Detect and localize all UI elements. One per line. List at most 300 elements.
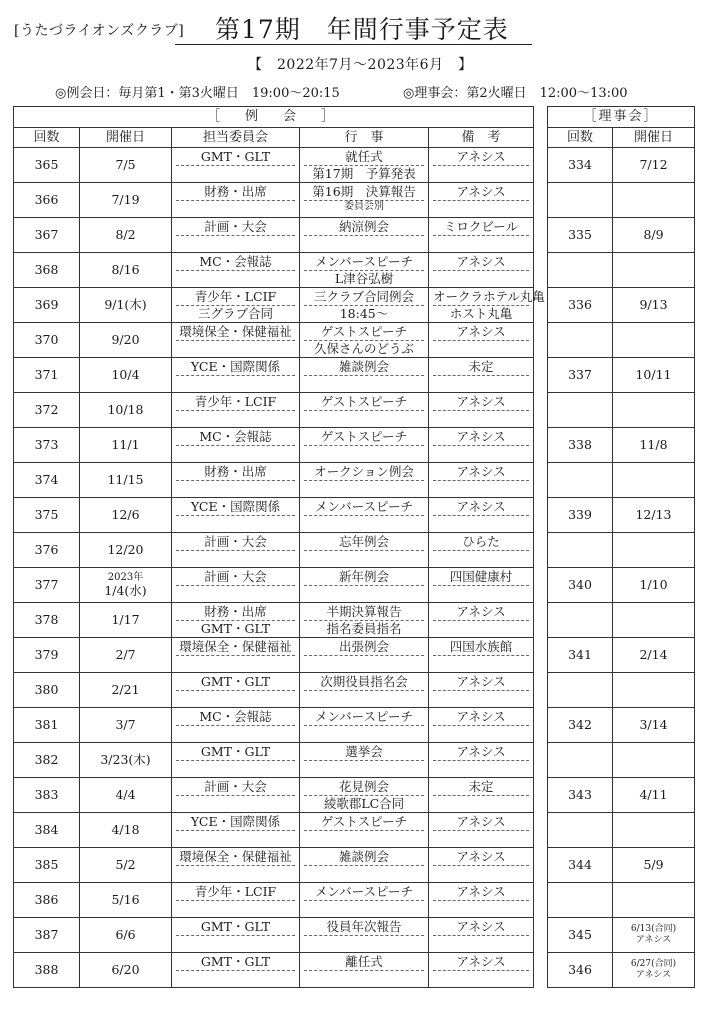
table-row — [14, 358, 534, 393]
table-row — [548, 533, 695, 568]
meeting-date-cell — [80, 708, 172, 743]
committee-cell — [172, 218, 300, 253]
board-meeting-number: 342 — [548, 708, 613, 743]
board-meeting-date — [613, 533, 695, 568]
note-cell — [429, 183, 534, 218]
event-cell — [300, 218, 429, 253]
note-line-1: アネシス — [433, 499, 529, 516]
meeting-date-cell — [80, 358, 172, 393]
note-line-1: アネシス — [433, 149, 529, 166]
event-cell — [300, 253, 429, 288]
meeting-number: 383 — [14, 778, 80, 813]
meeting-date-cell — [80, 148, 172, 183]
event-cell — [300, 673, 429, 708]
table-row — [14, 148, 534, 183]
meeting-number: 384 — [14, 813, 80, 848]
meeting-date: 7/19 — [111, 192, 140, 207]
board-meeting-number — [548, 463, 613, 498]
board-meeting-number: 335 — [548, 218, 613, 253]
note-cell — [429, 323, 534, 358]
note-line-2 — [429, 866, 533, 882]
event-line-2 — [300, 411, 428, 427]
board-meeting-number — [548, 183, 613, 218]
event-line-1: 納涼例会 — [304, 219, 424, 236]
table-row — [14, 883, 534, 918]
event-cell — [300, 288, 429, 323]
committee-cell — [172, 358, 300, 393]
committee-line-1: GMT・GLT — [176, 919, 295, 936]
table-row — [548, 183, 695, 218]
committee-line-1: 財務・出席 — [176, 604, 295, 621]
note-cell — [429, 498, 534, 533]
event-line-2 — [300, 516, 428, 532]
committee-line-2 — [172, 796, 299, 812]
committee-cell — [172, 428, 300, 463]
event-cell — [300, 183, 429, 218]
event-line-1: メンバースピーチ — [304, 254, 424, 271]
committee-line-2 — [172, 936, 299, 952]
note-line-1: アネシス — [433, 604, 529, 621]
committee-cell — [172, 148, 300, 183]
board-meeting-date: 12/13 — [613, 498, 695, 533]
meeting-date-cell — [80, 533, 172, 568]
board-meeting-date: 4/11 — [613, 778, 695, 813]
note-cell — [429, 393, 534, 428]
event-line-1: 忘年例会 — [304, 534, 424, 551]
meeting-date: 1/17 — [111, 612, 140, 627]
board-meeting-date — [613, 183, 695, 218]
event-cell — [300, 953, 429, 988]
note-cell — [429, 428, 534, 463]
table-row — [548, 498, 695, 533]
note-cell — [429, 813, 534, 848]
board-meeting-number — [548, 393, 613, 428]
meeting-date: 12/6 — [111, 507, 140, 522]
table-row — [548, 848, 695, 883]
committee-cell — [172, 568, 300, 603]
meeting-date: 9/1(木) — [104, 297, 147, 312]
meeting-date-cell — [80, 288, 172, 323]
committee-line-1: 青少年・LCIF — [176, 394, 295, 411]
note-line-1: アネシス — [433, 849, 529, 866]
meeting-date: 11/1 — [111, 437, 140, 452]
note-cell — [429, 708, 534, 743]
meeting-number: 373 — [14, 428, 80, 463]
board-meeting-number — [548, 743, 613, 778]
meeting-date-cell — [80, 778, 172, 813]
event-line-1: 出張例会 — [304, 639, 424, 656]
note-line-2 — [429, 271, 533, 287]
note-line-2 — [429, 656, 533, 672]
committee-line-1: MC・会報誌 — [176, 254, 295, 271]
meeting-date-cell — [80, 183, 172, 218]
meeting-date: 11/15 — [107, 472, 144, 487]
meeting-number: 366 — [14, 183, 80, 218]
event-line-2: 第17期 予算発表 — [312, 165, 416, 181]
committee-line-1: MC・会報誌 — [176, 429, 295, 446]
board-meeting-number — [548, 813, 613, 848]
committee-cell — [172, 708, 300, 743]
note-line-2 — [429, 201, 533, 217]
note-line-1: アネシス — [433, 884, 529, 901]
table-row — [14, 218, 534, 253]
meeting-number: 378 — [14, 603, 80, 638]
note-line-1: 四国健康村 — [433, 569, 529, 586]
board-meeting-date: 8/9 — [613, 218, 695, 253]
note-cell — [429, 218, 534, 253]
event-line-1: ゲストスピーチ — [304, 324, 424, 341]
committee-line-1: GMT・GLT — [176, 674, 295, 691]
board-meeting-date: 6/27(合同) アネシス — [613, 953, 695, 988]
event-line-2 — [300, 971, 428, 987]
committee-line-2 — [172, 201, 299, 217]
board-column-header-date: 開催日 — [613, 128, 695, 148]
table-row — [548, 393, 695, 428]
committee-cell — [172, 673, 300, 708]
board-meeting-number: 338 — [548, 428, 613, 463]
note-line-1: アネシス — [433, 744, 529, 761]
meeting-number: 382 — [14, 743, 80, 778]
event-line-2 — [300, 866, 428, 882]
board-meeting-number: 343 — [548, 778, 613, 813]
note-cell — [429, 883, 534, 918]
event-line-1: 離任式 — [304, 954, 424, 971]
committee-line-1: 計画・大会 — [176, 779, 295, 796]
event-line-1: ゲストスピーチ — [304, 429, 424, 446]
event-line-1: 三クラブ合同例会 — [304, 289, 424, 306]
meeting-date: 6/20 — [111, 962, 140, 977]
meeting-date-cell — [80, 428, 172, 463]
board-column-header-number: 回数 — [548, 128, 613, 148]
note-cell — [429, 638, 534, 673]
event-cell — [300, 148, 429, 183]
committee-cell — [172, 883, 300, 918]
event-line-1: オークション例会 — [304, 464, 424, 481]
board-meeting-number — [548, 533, 613, 568]
committee-line-2: GMT・GLT — [200, 620, 271, 636]
event-cell — [300, 358, 429, 393]
event-cell — [300, 568, 429, 603]
note-line-1: アネシス — [433, 814, 529, 831]
note-line-2 — [429, 901, 533, 917]
event-line-1: 役員年次報告 — [304, 919, 424, 936]
committee-cell — [172, 778, 300, 813]
event-cell — [300, 813, 429, 848]
column-header-number: 回数 — [14, 128, 80, 148]
note-cell — [429, 603, 534, 638]
board-meeting-table — [547, 106, 695, 988]
event-line-2: 18:45～ — [339, 305, 389, 321]
regular-meeting-schedule: ◎例会日：毎月第1・第3火曜日 19:00～20:15 — [55, 86, 340, 101]
event-line-2 — [300, 831, 428, 847]
committee-cell — [172, 603, 300, 638]
committee-line-1: 環境保全・保健福祉 — [176, 324, 295, 341]
note-line-2 — [429, 831, 533, 847]
meeting-number: 375 — [14, 498, 80, 533]
board-meeting-number — [548, 603, 613, 638]
note-cell — [429, 358, 534, 393]
committee-line-1: GMT・GLT — [176, 149, 295, 166]
note-cell — [429, 253, 534, 288]
meeting-date: 3/7 — [115, 717, 136, 732]
committee-cell — [172, 813, 300, 848]
meeting-date: 7/5 — [115, 157, 136, 172]
note-line-2 — [429, 236, 533, 252]
event-line-1: ゲストスピーチ — [304, 394, 424, 411]
table-row — [548, 953, 695, 988]
note-line-2 — [429, 586, 533, 602]
event-cell — [300, 498, 429, 533]
committee-line-2 — [172, 691, 299, 707]
board-meeting-date — [613, 393, 695, 428]
note-line-2 — [429, 621, 533, 637]
note-line-2 — [429, 411, 533, 427]
note-line-2 — [429, 341, 533, 357]
page-title: 第17期 年間行事予定表 — [215, 15, 509, 44]
committee-line-1: 計画・大会 — [176, 534, 295, 551]
note-line-1: ひらた — [433, 534, 529, 551]
meeting-date: 4/4 — [115, 787, 136, 802]
board-meeting-date: 11/8 — [613, 428, 695, 463]
note-line-2 — [429, 446, 533, 462]
meeting-number: 385 — [14, 848, 80, 883]
table-row — [548, 778, 695, 813]
table-row — [548, 288, 695, 323]
event-line-2 — [300, 376, 428, 392]
committee-line-2 — [172, 586, 299, 602]
note-line-2: ホスト丸亀 — [449, 305, 513, 321]
note-line-2 — [429, 796, 533, 812]
committee-line-1: 計画・大会 — [176, 569, 295, 586]
table-row — [14, 393, 534, 428]
note-cell — [429, 743, 534, 778]
committee-cell — [172, 848, 300, 883]
meeting-date: 3/23(木) — [100, 752, 151, 767]
meeting-date: 10/4 — [111, 367, 140, 382]
event-cell — [300, 463, 429, 498]
meeting-date-cell — [80, 323, 172, 358]
committee-line-2 — [172, 971, 299, 987]
meeting-date: 8/16 — [111, 262, 140, 277]
event-cell — [300, 428, 429, 463]
event-line-1: 花見例会 — [304, 779, 424, 796]
committee-line-1: YCE・国際関係 — [176, 359, 295, 376]
event-line-2 — [300, 446, 428, 462]
committee-line-1: 青少年・LCIF — [176, 289, 295, 306]
meeting-date: 1/4(水) — [104, 583, 147, 598]
meeting-number: 372 — [14, 393, 80, 428]
note-line-2 — [429, 971, 533, 987]
column-header-date: 開催日 — [80, 128, 172, 148]
board-meeting-schedule: ◎理事会：第2火曜日 12:00～13:00 — [403, 86, 628, 101]
committee-cell — [172, 183, 300, 218]
note-line-2 — [429, 761, 533, 777]
board-meeting-date — [613, 253, 695, 288]
meeting-date: 5/16 — [111, 892, 140, 907]
note-cell — [429, 288, 545, 323]
committee-line-1: 財務・出席 — [176, 464, 295, 481]
committee-line-2 — [172, 761, 299, 777]
note-line-1: アネシス — [433, 324, 529, 341]
table-row — [14, 953, 534, 988]
committee-line-1: MC・会報誌 — [176, 709, 295, 726]
committee-line-1: YCE・国際関係 — [176, 814, 295, 831]
note-cell — [429, 148, 534, 183]
table-row — [548, 568, 695, 603]
note-cell — [429, 673, 534, 708]
table-row — [548, 148, 695, 183]
note-line-1: アネシス — [433, 464, 529, 481]
note-cell — [429, 953, 534, 988]
committee-line-2: 三グラブ合同 — [197, 305, 273, 321]
event-line-1: 次期役員指名会 — [304, 674, 424, 691]
committee-line-2 — [172, 551, 299, 567]
meeting-number: 387 — [14, 918, 80, 953]
committee-line-2 — [172, 726, 299, 742]
meeting-date: 9/20 — [111, 332, 140, 347]
meeting-date-cell — [80, 463, 172, 498]
table-row — [14, 638, 534, 673]
note-line-2 — [429, 936, 533, 952]
meeting-number: 374 — [14, 463, 80, 498]
event-line-1: 新年例会 — [304, 569, 424, 586]
note-line-2 — [429, 691, 533, 707]
board-meeting-date — [613, 743, 695, 778]
note-cell — [429, 533, 534, 568]
committee-line-2 — [172, 236, 299, 252]
table-row — [14, 253, 534, 288]
meeting-date-cell — [80, 953, 172, 988]
note-line-2 — [429, 481, 533, 497]
board-meeting-date: 5/9 — [613, 848, 695, 883]
board-meeting-section-label: ［理事会］ — [548, 107, 695, 128]
board-meeting-date — [613, 323, 695, 358]
event-line-1: 雑談例会 — [304, 849, 424, 866]
board-meeting-date: 10/11 — [613, 358, 695, 393]
committee-cell — [172, 393, 300, 428]
committee-line-2 — [172, 866, 299, 882]
event-line-1: 第16期 決算報告 — [304, 184, 424, 201]
board-meeting-date: 6/13(合同) アネシス — [613, 918, 695, 953]
table-row — [14, 778, 534, 813]
table-row — [14, 463, 534, 498]
event-cell — [300, 393, 429, 428]
table-row — [14, 428, 534, 463]
table-row — [548, 638, 695, 673]
board-meeting-date — [613, 813, 695, 848]
table-row — [548, 323, 695, 358]
event-cell — [300, 743, 429, 778]
column-header-event: 行 事 — [300, 128, 429, 148]
table-row — [548, 603, 695, 638]
note-line-1: アネシス — [433, 184, 529, 201]
meeting-date-cell — [80, 218, 172, 253]
note-cell — [429, 463, 534, 498]
event-line-1: 選挙会 — [304, 744, 424, 761]
event-line-2: 委員会別 — [344, 200, 384, 212]
board-meeting-number: 336 — [548, 288, 613, 323]
note-line-1: オークラホテル丸亀 — [433, 288, 545, 304]
board-meeting-number: 341 — [548, 638, 613, 673]
meeting-date: 8/2 — [115, 227, 136, 242]
meeting-date-year: 2023年 — [107, 572, 144, 583]
event-line-2 — [300, 726, 428, 742]
committee-cell — [172, 743, 300, 778]
column-header-committee: 担当委員会 — [172, 128, 300, 148]
event-cell — [300, 323, 429, 358]
meeting-date: 12/20 — [107, 542, 144, 557]
event-line-2 — [300, 761, 428, 777]
meeting-date-cell — [80, 883, 172, 918]
committee-cell — [172, 323, 300, 358]
committee-line-2 — [172, 446, 299, 462]
board-meeting-number: 334 — [548, 148, 613, 183]
event-cell — [300, 708, 429, 743]
meeting-number: 371 — [14, 358, 80, 393]
meeting-date-cell — [80, 848, 172, 883]
board-meeting-number: 345 — [548, 918, 613, 953]
meeting-number: 376 — [14, 533, 80, 568]
table-row — [548, 428, 695, 463]
board-meeting-number — [548, 323, 613, 358]
event-line-2 — [300, 691, 428, 707]
meeting-date-cell — [80, 638, 172, 673]
note-cell — [429, 848, 534, 883]
meeting-date-cell — [80, 673, 172, 708]
committee-cell — [172, 463, 300, 498]
regular-meeting-section-label: ［ 例 会 ］ — [14, 107, 534, 128]
event-line-2: 綾歌郡LC合同 — [323, 795, 405, 811]
committee-cell — [172, 953, 300, 988]
table-row — [548, 358, 695, 393]
board-meeting-number: 337 — [548, 358, 613, 393]
table-row — [548, 673, 695, 708]
table-row — [14, 918, 534, 953]
meeting-date: 6/6 — [115, 927, 136, 942]
event-line-1: メンバースピーチ — [304, 884, 424, 901]
committee-line-2 — [172, 516, 299, 532]
board-meeting-date: 2/14 — [613, 638, 695, 673]
event-line-1: 就任式 — [304, 149, 424, 166]
committee-line-1: 環境保全・保健福祉 — [176, 639, 295, 656]
committee-line-1: 計画・大会 — [176, 219, 295, 236]
table-row — [548, 218, 695, 253]
meeting-date-cell — [80, 603, 172, 638]
event-line-2 — [300, 551, 428, 567]
event-cell — [300, 603, 429, 638]
meeting-date: 4/18 — [111, 822, 140, 837]
event-cell — [300, 778, 429, 813]
board-meeting-number — [548, 673, 613, 708]
meeting-date: 5/2 — [115, 857, 136, 872]
board-meeting-date — [613, 463, 695, 498]
meeting-date-cell — [80, 253, 172, 288]
event-line-2: L津谷弘樹 — [334, 270, 394, 286]
note-line-2 — [429, 376, 533, 392]
event-line-2: 久保さんのどうぶ — [313, 340, 414, 356]
table-row — [14, 603, 534, 638]
board-meeting-number: 340 — [548, 568, 613, 603]
note-line-1: アネシス — [433, 394, 529, 411]
event-line-2 — [300, 656, 428, 672]
event-cell — [300, 533, 429, 568]
meeting-date-cell — [80, 918, 172, 953]
meeting-number: 365 — [14, 148, 80, 183]
table-row — [14, 498, 534, 533]
meeting-date: 10/18 — [107, 402, 144, 417]
table-row — [14, 813, 534, 848]
event-line-1: ゲストスピーチ — [304, 814, 424, 831]
